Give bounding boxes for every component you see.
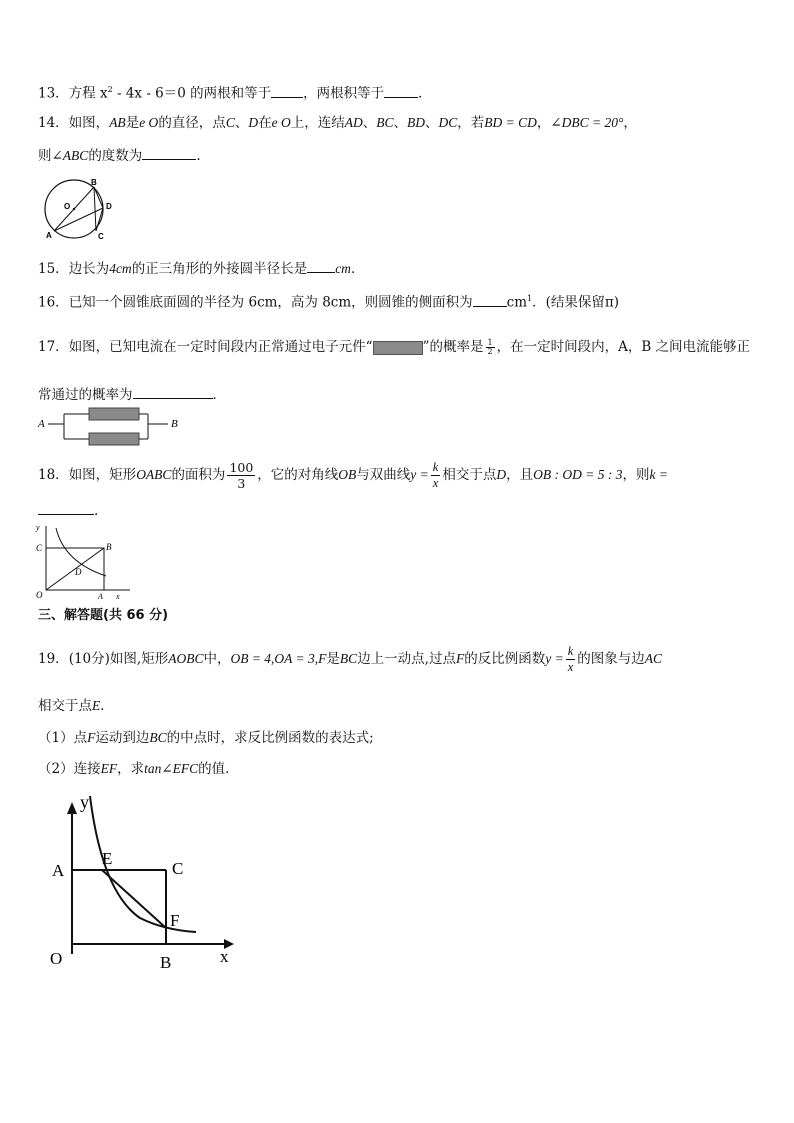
q18-fraction: [227, 460, 255, 491]
q19-part1-f: F: [87, 730, 96, 745]
q14-circle-figure: [38, 176, 122, 242]
question-19-part2: [38, 759, 239, 779]
label-b: B: [91, 178, 97, 187]
q14-text: 的直径，点: [158, 115, 226, 131]
segment-dc: [96, 208, 103, 231]
label-d: D: [106, 202, 112, 211]
q14-circle: e O: [271, 115, 291, 130]
q18-ob: OB: [338, 467, 357, 482]
q19-part2-ef: EF: [100, 761, 118, 776]
q14-text: 、: [362, 115, 377, 131]
q13-number: 13．: [38, 85, 69, 102]
center-point: [73, 208, 75, 210]
q17-text: 如图，已知电流在一定时间段内正常通过电子元件“: [68, 339, 373, 355]
q18-k: k: [432, 460, 439, 474]
q19-graph-figure: [44, 792, 244, 972]
label-f: F: [170, 911, 180, 930]
q19-bc: BC: [339, 651, 358, 666]
q19-rect: AOBC: [168, 651, 204, 666]
q18-graph-figure: [34, 522, 134, 602]
q18-text: 相交于点: [442, 467, 497, 483]
label-b: B: [160, 953, 172, 972]
q19-text: 边上一动点,过点: [357, 651, 456, 667]
q19-text: 相交于点: [38, 698, 92, 714]
q19-text: 的图象与边: [577, 651, 645, 667]
question-18: [38, 460, 668, 491]
q16-number: 16．: [38, 294, 69, 311]
q19-x: x: [567, 660, 574, 674]
q18-text: 与双曲线: [356, 467, 411, 483]
q17-circuit-figure: [36, 406, 186, 448]
q14-bd: BD: [406, 115, 425, 130]
q16-sup: 1: [527, 294, 533, 303]
q19-f: F: [318, 651, 327, 666]
answer-blank: [133, 384, 213, 399]
q13-end: ．: [418, 85, 432, 102]
q17-number: 17．: [38, 339, 69, 355]
question-13: [38, 80, 432, 104]
q14-text: ，: [536, 115, 551, 131]
label-b: B: [106, 542, 112, 552]
q17-text: 常通过的概率为: [38, 387, 133, 403]
q18-frac-den: 3: [237, 476, 246, 491]
q19-ac: AC: [644, 651, 663, 666]
answer-blank: [384, 83, 418, 98]
label-a: A: [52, 861, 65, 880]
q17-frac-den: 2: [487, 347, 493, 356]
q17-fraction: [486, 339, 495, 356]
q19-text: 是: [326, 651, 340, 667]
label-x: x: [116, 592, 120, 601]
q19-part1-bc: BC: [149, 730, 167, 745]
label-o: O: [36, 590, 43, 600]
q18-text: ，则: [622, 467, 650, 483]
q18-text: 的面积为: [171, 467, 226, 483]
q19-f: F: [455, 651, 465, 666]
q17-end: ．: [212, 387, 226, 403]
q18-k-over-x: [431, 460, 441, 491]
segment-bc: [94, 187, 96, 231]
q17-text: ，在一定时间段内，A，B 之间电流能够正: [496, 339, 751, 355]
answer-blank: [473, 292, 507, 307]
question-19-part1: [38, 728, 374, 748]
label-a: A: [46, 231, 52, 240]
q18-text: ，它的对角线: [257, 467, 339, 483]
label-a: A: [38, 418, 45, 430]
q14-text: ，若: [457, 115, 485, 131]
q14-text: 的度数为: [88, 148, 143, 164]
label-e: E: [102, 849, 113, 868]
q14-text: 、: [234, 115, 249, 131]
question-15: [38, 258, 364, 279]
q18-rect: OABC: [136, 467, 172, 482]
q18-text: ，且: [506, 467, 534, 483]
q16-unit: cm: [506, 294, 528, 311]
q14-text: 则: [38, 148, 52, 164]
q14-angle: ∠ABC: [51, 148, 89, 163]
q19-part1-text: （1）点: [38, 730, 88, 746]
q19-score: (10分): [68, 651, 110, 667]
q19-given: OB = 4,OA = 3,: [230, 651, 319, 666]
q17-frac-num: 1: [487, 338, 493, 347]
q19-text: ．: [100, 698, 114, 714]
q18-k-eq: k =: [649, 467, 668, 482]
q14-text: 在: [258, 115, 272, 131]
label-o: O: [64, 202, 71, 211]
q13-text-a: 方程 x: [68, 85, 108, 102]
q18-y-eq: y =: [410, 467, 429, 482]
q18-x: x: [432, 476, 439, 490]
q14-text: 如图，: [68, 115, 110, 131]
component-bottom: [89, 433, 139, 445]
q17-text: ”的概率是: [422, 339, 484, 355]
q16-tail: ．(结果保留π): [532, 294, 620, 311]
q19-number: 19．: [38, 651, 69, 667]
q19-y-eq: y =: [545, 651, 564, 666]
q14-text: 、: [424, 115, 439, 131]
q15-text: 边长为: [68, 261, 110, 277]
q14-ad: AD: [344, 115, 363, 130]
q15-end: ．: [350, 261, 365, 277]
q19-part2-text: （2）连接: [38, 761, 101, 777]
q19-text: 的反比例函数: [464, 651, 546, 667]
label-b: B: [171, 418, 178, 430]
q18-d: D: [496, 467, 507, 482]
label-a: A: [98, 592, 103, 601]
q14-text: 是: [125, 115, 140, 131]
question-17: [38, 337, 750, 357]
label-o: O: [50, 949, 63, 968]
q19-part2-text: 的值．: [198, 761, 239, 777]
q18-frac-num: 100: [229, 460, 254, 475]
segment-bd: [94, 187, 103, 208]
q19-part2-tan: tan∠EFC: [144, 761, 199, 776]
label-x: x: [220, 947, 229, 966]
question-19: [38, 644, 662, 675]
q14-text: 上，连结: [290, 115, 345, 131]
q13-sup: 2: [107, 85, 113, 94]
answer-blank: [307, 258, 335, 273]
q19-part1-text: 的中点时，求反比例函数的表达式;: [166, 730, 374, 746]
component-top: [89, 408, 139, 420]
segment-ef: [102, 870, 166, 928]
question-16: [38, 289, 619, 313]
q13-text-b: - 4x - 6＝0 的两根和等于: [112, 85, 272, 102]
label-c: C: [36, 543, 43, 553]
q15-unit: cm: [335, 261, 351, 276]
q19-k-over-x: [566, 644, 576, 675]
q19-part1-text: 运动到边: [95, 730, 150, 746]
section-heading: 三、解答题(共 66 分): [38, 608, 169, 623]
q14-end: .: [196, 148, 201, 164]
answer-blank: [271, 83, 303, 98]
q14-eq1: BD = CD: [484, 115, 537, 130]
q19-text: 如图,矩形: [109, 651, 169, 667]
q19-text: 中，: [203, 651, 231, 667]
q14-circle: e O: [139, 115, 159, 130]
question-14-line2: [38, 145, 201, 166]
q16-text: 已知一个圆锥底面圆的半径为 6cm，高为 8cm，则圆锥的侧面积为: [68, 294, 473, 311]
q14-ab: AB: [109, 115, 126, 130]
q18-ratio: OB : OD = 5 : 3: [533, 467, 623, 482]
q14-number: 14．: [38, 115, 69, 131]
label-c: C: [98, 232, 104, 241]
question-18-line2: [38, 500, 98, 521]
q15-value: 4cm: [109, 261, 132, 276]
q14-dc: DC: [438, 115, 458, 130]
label-d: D: [75, 567, 82, 577]
q19-k: k: [567, 644, 574, 658]
label-y: y: [36, 523, 40, 532]
q19-part2-text: ，求: [117, 761, 145, 777]
question-19-line2: [38, 696, 114, 716]
question-14: [38, 113, 637, 133]
label-y: y: [80, 792, 89, 812]
q18-number: 18．: [38, 467, 69, 483]
question-17-line2: [38, 384, 226, 405]
q15-text: 的正三角形的外接圆半径长是: [131, 261, 308, 277]
answer-blank: [142, 145, 196, 160]
q18-text: 如图，矩形: [68, 467, 137, 483]
q14-bc: BC: [376, 115, 394, 130]
label-c: C: [172, 859, 184, 878]
q14-text: ，: [623, 115, 637, 131]
electronic-component-icon: [373, 341, 423, 355]
q14-text: 、: [393, 115, 407, 131]
q14-c: C: [225, 115, 235, 130]
q15-number: 15．: [38, 261, 69, 277]
q14-eq2: ∠DBC = 20°: [550, 115, 624, 130]
y-axis-arrow-icon: [67, 802, 77, 814]
q14-d: D: [248, 115, 259, 130]
q13-text-c: ，两根积等于: [303, 85, 385, 102]
q18-end: .: [94, 503, 99, 519]
answer-blank: [38, 500, 94, 515]
q19-e: E: [92, 698, 101, 713]
